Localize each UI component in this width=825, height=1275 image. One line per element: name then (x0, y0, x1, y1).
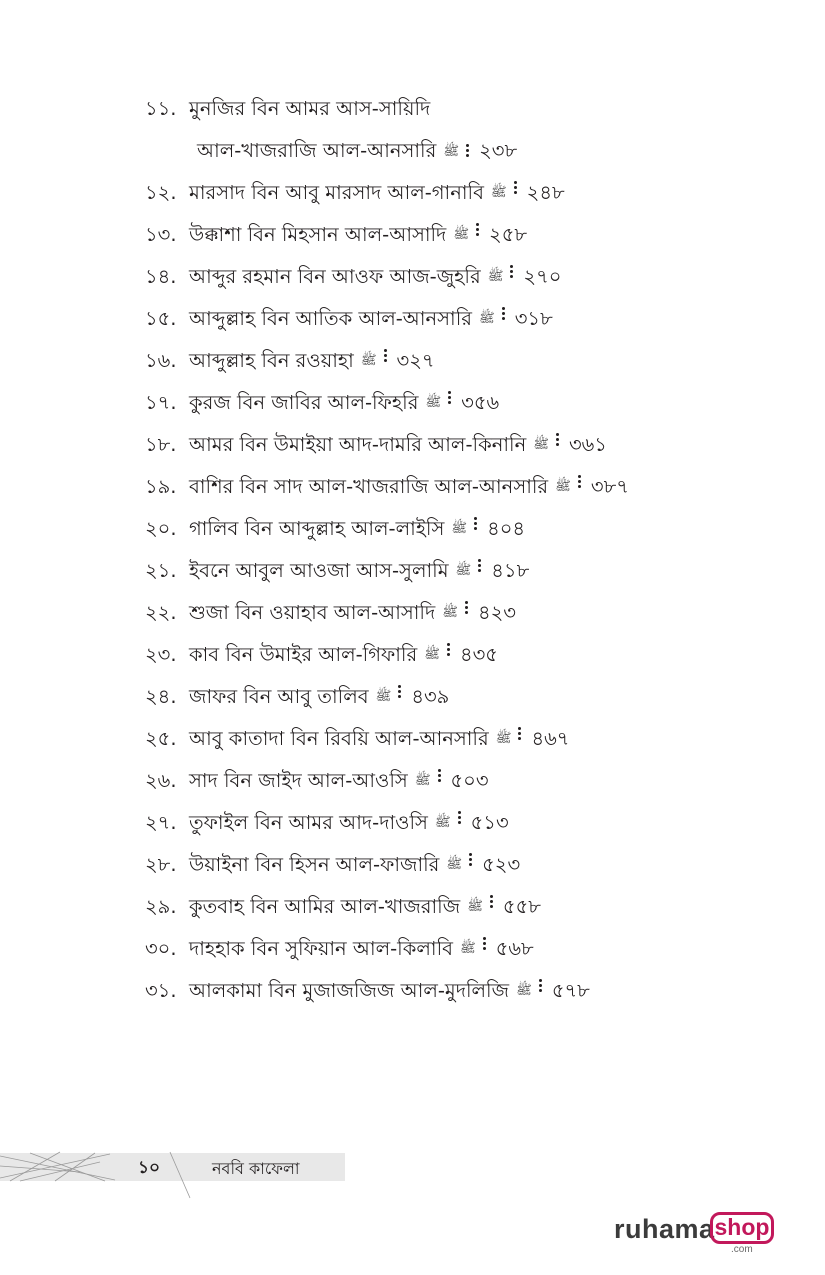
separator-dots (447, 641, 451, 658)
separator-dots (502, 305, 506, 322)
entry-number: ২০. (145, 517, 177, 540)
toc-entry[interactable] (145, 95, 745, 179)
entry-page-number: ৩৮৭ (590, 475, 629, 498)
entry-title: কুতবাহ বিন আমির আল-খাজরাজি (189, 895, 461, 918)
salawat-icon: ﷺ (442, 605, 458, 620)
salawat-icon: ﷺ (414, 773, 431, 788)
entry-number: ২৩. (145, 643, 177, 666)
brand-name: ruhama (614, 1214, 715, 1244)
entry-page-number: ৩৫৬ (461, 391, 500, 414)
entry-title: ইবনে আবুল আওজা আস-সুলামি (189, 559, 449, 582)
entry-title: কাব বিন উমাইর আল-গিফারি (189, 643, 418, 666)
toc-entry[interactable] (145, 263, 745, 305)
entry-page-number: ৫১৩ (470, 811, 509, 834)
separator-dots (466, 142, 470, 159)
toc-entry[interactable] (145, 389, 745, 431)
separator-dots (469, 851, 473, 868)
toc-entry[interactable] (145, 515, 745, 557)
toc-entry[interactable] (145, 851, 745, 893)
salawat-icon: ﷺ (451, 521, 468, 536)
brand-domain: .com (731, 1244, 753, 1255)
entry-title: আব্দুল্লাহ বিন আতিক আল-আনসারি (189, 307, 473, 330)
toc-entry[interactable] (145, 431, 745, 473)
entry-title: গালিব বিন আব্দুল্লাহ আল-লাইসি (189, 517, 445, 540)
page-number: ১০ (138, 1158, 161, 1178)
entry-page-number: ৪৩৯ (411, 685, 450, 708)
entry-page-number: ২৭০ (523, 265, 562, 288)
separator-dots (438, 767, 442, 784)
separator-dots (556, 431, 560, 448)
entry-page-number: ২৫৮ (489, 223, 528, 246)
separator-dots (476, 221, 480, 238)
ruhamashop-logo (588, 1210, 778, 1260)
salawat-icon: ﷺ (453, 227, 470, 242)
salawat-icon: ﷺ (434, 815, 451, 830)
entry-number: ১৩. (145, 223, 177, 246)
page-footer (0, 1150, 345, 1182)
toc-entry[interactable] (145, 221, 745, 263)
separator-dots (514, 179, 518, 196)
toc-entry[interactable] (145, 977, 745, 1019)
entry-number: ২৫. (145, 727, 177, 750)
salawat-icon: ﷺ (360, 353, 377, 368)
entry-number: ২৮. (145, 853, 177, 876)
entry-number: ১৮. (145, 433, 177, 456)
entry-title-line2: আল-খাজরাজি আল-আনসারি (197, 139, 437, 162)
entry-number: ২৭. (145, 811, 177, 834)
entry-page-number: ৪৩৫ (459, 643, 498, 666)
salawat-icon: ﷺ (490, 185, 507, 200)
entry-title: বাশির বিন সাদ আল-খাজরাজি আল-আনসারি (189, 475, 549, 498)
separator-dots (510, 263, 514, 280)
entry-page-number: ৩২৭ (396, 349, 435, 372)
entry-page-number: ২৩৮ (479, 139, 518, 162)
toc-entry[interactable] (145, 767, 745, 809)
entry-page-number: ৪৬৭ (531, 727, 570, 750)
salawat-icon: ﷺ (495, 731, 512, 746)
toc-entry[interactable] (145, 683, 745, 725)
separator-dots (578, 473, 582, 490)
salawat-icon: ﷺ (424, 647, 440, 662)
entry-page-number: ৩৬১ (568, 433, 607, 456)
toc-entry[interactable] (145, 179, 745, 221)
salawat-icon: ﷺ (487, 269, 504, 284)
salawat-icon: ﷺ (555, 479, 571, 494)
separator-dots (448, 389, 452, 406)
separator-dots (398, 683, 402, 700)
entry-title: তুফাইল বিন আমর আদ-দাওসি (189, 811, 428, 834)
separator-dots (474, 515, 478, 532)
entry-page-number: ২৪৮ (526, 181, 565, 204)
toc-entry[interactable] (145, 599, 745, 641)
entry-page-number: ৫২৩ (482, 853, 521, 876)
entry-number: ২৯. (145, 895, 177, 918)
salawat-icon: ﷺ (455, 563, 472, 578)
entry-title: সাদ বিন জাইদ আল-আওসি (189, 769, 408, 792)
entry-page-number: ৫৫৮ (502, 895, 541, 918)
entry-number: ২৪. (145, 685, 177, 708)
entry-number: ১৯. (145, 475, 177, 498)
entry-title-line1: মুনজির বিন আমর আস-সায়িদি (189, 97, 431, 120)
separator-dots (483, 935, 487, 952)
salawat-icon: ﷺ (479, 311, 495, 326)
salawat-icon: ﷺ (446, 857, 463, 872)
entry-number: ১৫. (145, 307, 177, 330)
salawat-icon: ﷺ (425, 395, 442, 410)
entry-number: ১৪. (145, 265, 177, 288)
entry-title: আবু কাতাদা বিন রিবয়ি আল-আনসারি (189, 727, 489, 750)
salawat-icon: ﷺ (443, 144, 460, 159)
entry-number: ১৬. (145, 349, 177, 372)
toc-entry[interactable] (145, 305, 745, 347)
entry-number: ২২. (145, 601, 177, 624)
entry-page-number: ৪০৪ (487, 517, 526, 540)
entry-title: আব্দুল্লাহ বিন রওয়াহা (189, 349, 354, 372)
table-of-contents (145, 95, 745, 1019)
entry-number: ১১. (145, 97, 177, 120)
separator-dots (384, 347, 388, 364)
entry-number: ৩১. (145, 979, 177, 1002)
entry-title: উক্কাশা বিন মিহসান আল-আসাদি (189, 223, 447, 246)
entry-number: ১৭. (145, 391, 177, 414)
entry-title: উয়াইনা বিন হিসন আল-ফাজারি (189, 853, 440, 876)
separator-dots (465, 599, 469, 616)
toc-entry[interactable] (145, 557, 745, 599)
separator-dots (518, 725, 522, 742)
entry-page-number: ৫৭৮ (551, 979, 590, 1002)
toc-entry[interactable] (145, 473, 745, 515)
entry-title: দাহহাক বিন সুফিয়ান আল-কিলাবি (189, 937, 453, 960)
entry-number: ১২. (145, 181, 177, 204)
toc-entry[interactable] (145, 809, 745, 851)
separator-dots (490, 893, 494, 910)
toc-entry[interactable] (145, 725, 745, 767)
entry-number: ২৬. (145, 769, 177, 792)
separator-dots (478, 557, 482, 574)
entry-title: আমর বিন উমাইয়া আদ-দামরি আল-কিনানি (189, 433, 527, 456)
entry-title: শুজা বিন ওয়াহাব আল-আসাদি (189, 601, 436, 624)
entry-title: কুরজ বিন জাবির আল-ফিহরি (189, 391, 419, 414)
salawat-icon: ﷺ (467, 899, 483, 914)
toc-entry[interactable] (145, 893, 745, 935)
toc-entry[interactable] (145, 641, 745, 683)
entry-title: জাফর বিন আবু তালিব (189, 685, 369, 708)
entry-number: ২১. (145, 559, 177, 582)
entry-page-number: ৪১৮ (491, 559, 530, 582)
toc-entry[interactable] (145, 935, 745, 977)
entry-title: আলকামা বিন মুজাজজিজ আল-মুদলিজি (189, 979, 510, 1002)
toc-entry[interactable] (145, 347, 745, 389)
entry-number: ৩০. (145, 937, 177, 960)
separator-dots (458, 809, 462, 826)
entry-title: আব্দুর রহমান বিন আওফ আজ-জুহরি (189, 265, 481, 288)
salawat-icon: ﷺ (375, 689, 392, 704)
brand-shop-badge: shop (710, 1212, 774, 1244)
book-title: নববি কাফেলা (212, 1159, 300, 1178)
separator-dots (539, 977, 543, 994)
entry-page-number: ৫০৩ (450, 769, 489, 792)
entry-page-number: ৩১৮ (514, 307, 553, 330)
entry-title: মারসাদ বিন আবু মারসাদ আল-গানাবি (189, 181, 484, 204)
entry-page-number: ৪২৩ (477, 601, 516, 624)
salawat-icon: ﷺ (516, 983, 532, 998)
decorative-lines-icon (0, 1150, 200, 1200)
salawat-icon: ﷺ (460, 941, 476, 956)
salawat-icon: ﷺ (533, 437, 549, 452)
entry-page-number: ৫৬৮ (495, 937, 534, 960)
